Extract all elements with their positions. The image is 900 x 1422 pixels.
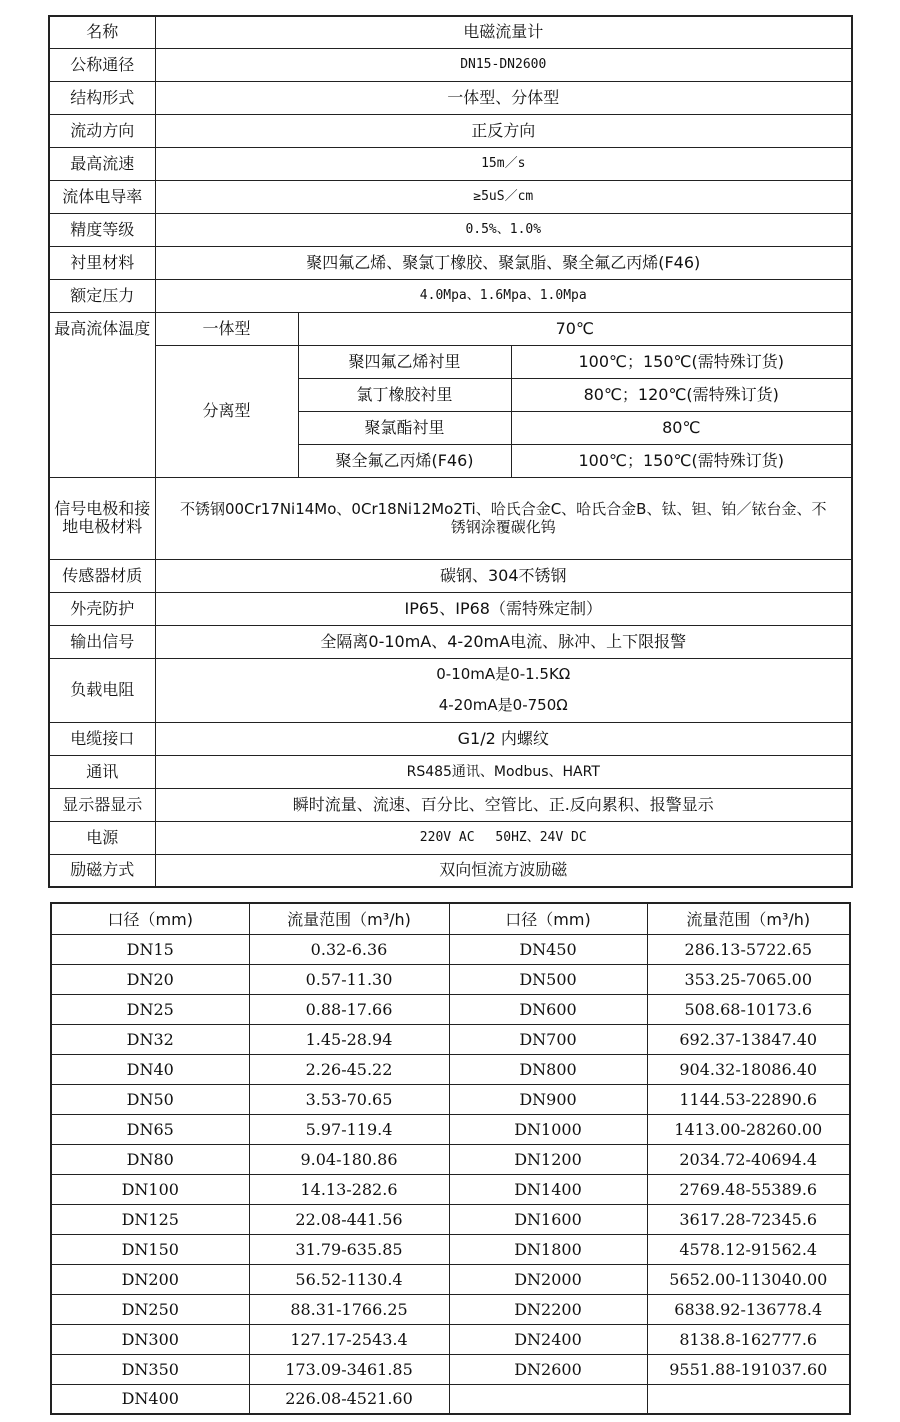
lining-temp: 80℃；120℃(需特殊订货)	[511, 378, 852, 411]
load-value-line1: 0-10mA是0-1.5KΩ	[436, 665, 571, 683]
diameter-cell: DN80	[51, 1144, 249, 1174]
electrode-value-line2: 锈钢涂覆碳化钨	[450, 518, 556, 536]
diameter-cell: DN350	[51, 1354, 249, 1384]
lining-temp: 100℃；150℃(需特殊订货)	[511, 345, 852, 378]
spec-label: 额定压力	[49, 279, 155, 312]
diameter-cell: DN15	[51, 934, 249, 964]
table-row	[49, 81, 852, 114]
diameter-cell	[449, 1384, 647, 1414]
table-row	[49, 246, 852, 279]
flow-range-cell: 8138.8-162777.6	[647, 1324, 850, 1354]
lining-name: 聚四氟乙烯衬里	[298, 345, 511, 378]
lining-name: 氯丁橡胶衬里	[298, 378, 511, 411]
table-row	[49, 147, 852, 180]
diameter-cell: DN50	[51, 1084, 249, 1114]
flow-range-cell: 353.25-7065.00	[647, 964, 850, 994]
flow-range-cell: 692.37-13847.40	[647, 1024, 850, 1054]
spec-label: 电源	[49, 821, 155, 854]
flow-range-cell: 31.79-635.85	[249, 1234, 449, 1264]
flow-range-cell: 1.45-28.94	[249, 1024, 449, 1054]
electrode-label-line2: 地电极材料	[62, 517, 143, 536]
spec-value: G1/2 内螺纹	[155, 722, 852, 755]
lining-name: 聚氯酯衬里	[298, 411, 511, 444]
column-header: 口径（mm)	[449, 903, 647, 934]
diameter-cell: DN2600	[449, 1354, 647, 1384]
diameter-cell: DN32	[51, 1024, 249, 1054]
spec-value: 正反方向	[155, 114, 852, 147]
spec-label: 外壳防护	[49, 592, 155, 625]
electrode-value	[155, 477, 852, 559]
spec-value: RS485通讯、Modbus、HART	[155, 755, 852, 788]
table-row	[51, 994, 850, 1024]
diameter-cell: DN2000	[449, 1264, 647, 1294]
table-row	[49, 788, 852, 821]
spec-value: 全隔离0-10mA、4-20mA电流、脉冲、上下限报警	[155, 625, 852, 658]
table-row	[51, 1054, 850, 1084]
spec-table	[48, 15, 853, 888]
table-row	[49, 592, 852, 625]
table-row	[49, 114, 852, 147]
spec-value: DN15-DN2600	[155, 48, 852, 81]
flow-range-cell: 2769.48-55389.6	[647, 1174, 850, 1204]
flow-range-cell: 5.97-119.4	[249, 1114, 449, 1144]
diameter-cell: DN2400	[449, 1324, 647, 1354]
spec-label: 公称通径	[49, 48, 155, 81]
table-row	[49, 722, 852, 755]
electrode-label-line1: 信号电极和接	[54, 499, 151, 518]
flow-range-cell: 173.09-3461.85	[249, 1354, 449, 1384]
range-body	[51, 934, 850, 1414]
diameter-cell: DN1600	[449, 1204, 647, 1234]
spec-value: 0.5%、1.0%	[155, 213, 852, 246]
spec-label: 结构形式	[49, 81, 155, 114]
diameter-cell: DN25	[51, 994, 249, 1024]
lining-name: 聚全氟乙丙烯(F46)	[298, 444, 511, 477]
spec-label: 显示器显示	[49, 788, 155, 821]
spec-value: 双向恒流方波励磁	[155, 854, 852, 887]
diameter-cell: DN100	[51, 1174, 249, 1204]
spec-label: 最高流速	[49, 147, 155, 180]
spec-value: 220V AC 50HZ、24V DC	[155, 821, 852, 854]
table-row	[51, 1354, 850, 1384]
diameter-cell: DN150	[51, 1234, 249, 1264]
table-row	[49, 821, 852, 854]
table-row	[51, 1084, 850, 1114]
spec-label: 励磁方式	[49, 854, 155, 887]
table-row	[49, 312, 852, 345]
spec-label: 精度等级	[49, 213, 155, 246]
electrode-label	[49, 477, 155, 559]
table-row	[49, 279, 852, 312]
spec-label: 衬里材料	[49, 246, 155, 279]
table-row	[51, 1114, 850, 1144]
diameter-cell: DN200	[51, 1264, 249, 1294]
flow-range-cell: 3.53-70.65	[249, 1084, 449, 1114]
diameter-cell: DN900	[449, 1084, 647, 1114]
lining-temp: 100℃；150℃(需特殊订货)	[511, 444, 852, 477]
table-row	[51, 1234, 850, 1264]
table-row	[49, 854, 852, 887]
flow-range-table	[50, 902, 851, 1415]
flow-range-cell: 56.52-1130.4	[249, 1264, 449, 1294]
table-row	[49, 625, 852, 658]
flow-range-cell: 1413.00-28260.00	[647, 1114, 850, 1144]
flow-range-cell: 226.08-4521.60	[249, 1384, 449, 1414]
diameter-cell: DN300	[51, 1324, 249, 1354]
name-value: 电磁流量计	[155, 16, 852, 48]
table-row	[51, 1174, 850, 1204]
spec-label: 传感器材质	[49, 559, 155, 592]
table-row	[51, 1144, 850, 1174]
diameter-cell: DN1200	[449, 1144, 647, 1174]
spec-label: 输出信号	[49, 625, 155, 658]
diameter-cell: DN600	[449, 994, 647, 1024]
diameter-cell: DN20	[51, 964, 249, 994]
flow-range-cell: 14.13-282.6	[249, 1174, 449, 1204]
flow-range-cell: 9551.88-191037.60	[647, 1354, 850, 1384]
table-row	[49, 345, 852, 378]
column-header: 流量范围（m³/h)	[249, 903, 449, 934]
load-value-line2: 4-20mA是0-750Ω	[438, 696, 568, 714]
table-row	[51, 1384, 850, 1414]
flow-range-cell: 4578.12-91562.4	[647, 1234, 850, 1264]
table-row	[51, 1024, 850, 1054]
table-row	[49, 755, 852, 788]
flow-range-cell: 6838.92-136778.4	[647, 1294, 850, 1324]
diameter-cell: DN500	[449, 964, 647, 994]
flow-range-cell: 2034.72-40694.4	[647, 1144, 850, 1174]
flow-range-cell: 88.31-1766.25	[249, 1294, 449, 1324]
diameter-cell: DN700	[449, 1024, 647, 1054]
spec-label: 流动方向	[49, 114, 155, 147]
spec-value: ≥5uS／cm	[155, 180, 852, 213]
table-row	[51, 1294, 850, 1324]
table-row	[49, 477, 852, 559]
table-row	[49, 213, 852, 246]
spec-label: 电缆接口	[49, 722, 155, 755]
name-label: 名称	[49, 16, 155, 48]
diameter-cell: DN1800	[449, 1234, 647, 1264]
table-row	[49, 48, 852, 81]
flow-range-cell: 0.32-6.36	[249, 934, 449, 964]
spec-label: 流体电导率	[49, 180, 155, 213]
diameter-cell: DN40	[51, 1054, 249, 1084]
diameter-cell: DN2200	[449, 1294, 647, 1324]
spec-value: 聚四氟乙烯、聚氯丁橡胶、聚氯脂、聚全氟乙丙烯(F46)	[155, 246, 852, 279]
diameter-cell: DN450	[449, 934, 647, 964]
electrode-value-line1: 不锈钢00Cr17Ni14Mo、0Cr18Ni12Mo2Ti、哈氏合金C、哈氏合金B、钛、钽、铂／铱台金、不	[180, 500, 827, 518]
load-value	[155, 658, 852, 722]
table-row	[51, 934, 850, 964]
spec-value: 一体型、分体型	[155, 81, 852, 114]
diameter-cell: DN800	[449, 1054, 647, 1084]
flow-range-cell: 0.57-11.30	[249, 964, 449, 994]
table-row	[49, 16, 852, 48]
table-row	[51, 1204, 850, 1234]
lining-temp: 80℃	[511, 411, 852, 444]
spec-value: 15m／s	[155, 147, 852, 180]
flow-range-cell: 1144.53-22890.6	[647, 1084, 850, 1114]
load-label: 负载电阻	[49, 658, 155, 722]
flow-range-cell: 22.08-441.56	[249, 1204, 449, 1234]
flow-range-cell: 3617.28-72345.6	[647, 1204, 850, 1234]
diameter-cell: DN1000	[449, 1114, 647, 1144]
table-row	[49, 658, 852, 722]
temp-integral-value: 70℃	[298, 312, 852, 345]
diameter-cell: DN400	[51, 1384, 249, 1414]
table-row	[49, 559, 852, 592]
diameter-cell: DN250	[51, 1294, 249, 1324]
column-header: 流量范围（m³/h)	[647, 903, 850, 934]
table-row	[51, 964, 850, 994]
flow-range-cell: 2.26-45.22	[249, 1054, 449, 1084]
flow-range-cell: 127.17-2543.4	[249, 1324, 449, 1354]
flow-range-cell	[647, 1384, 850, 1414]
temp-split-label: 分离型	[155, 345, 298, 477]
flow-range-cell: 0.88-17.66	[249, 994, 449, 1024]
spec-label: 通讯	[49, 755, 155, 788]
table-row	[51, 1264, 850, 1294]
flow-range-cell: 5652.00-113040.00	[647, 1264, 850, 1294]
spec-value: 瞬时流量、流速、百分比、空管比、正.反向累积、报警显示	[155, 788, 852, 821]
flow-range-cell: 9.04-180.86	[249, 1144, 449, 1174]
flow-range-cell: 286.13-5722.65	[647, 934, 850, 964]
table-header-row	[51, 903, 850, 934]
column-header: 口径（mm)	[51, 903, 249, 934]
temp-integral-label: 一体型	[155, 312, 298, 345]
flow-range-cell: 904.32-18086.40	[647, 1054, 850, 1084]
spec-value: 4.0Mpa、1.6Mpa、1.0Mpa	[155, 279, 852, 312]
diameter-cell: DN125	[51, 1204, 249, 1234]
spec-value: IP65、IP68（需特殊定制）	[155, 592, 852, 625]
table-row	[49, 180, 852, 213]
diameter-cell: DN65	[51, 1114, 249, 1144]
table-row	[51, 1324, 850, 1354]
temp-label: 最高流体温度	[49, 312, 155, 477]
diameter-cell: DN1400	[449, 1174, 647, 1204]
flow-range-cell: 508.68-10173.6	[647, 994, 850, 1024]
spec-value: 碳钢、304不锈钢	[155, 559, 852, 592]
